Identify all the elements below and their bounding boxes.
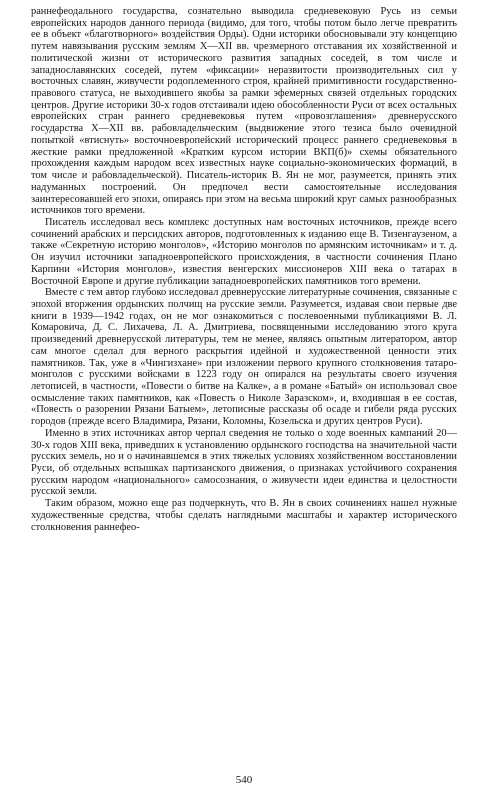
paragraph-4: Именно в этих источниках автор черпал сведения не только о ходе военных кампаний 20—30-х годов XIII века, приведших к установлению ордынского господства на значительной части русских земель, но и о начинавшемся в этих тяжелых условиях хозяйственном восстановлении Руси, об отдельных вспышках партизанского движения, о признаках устойчивого сохранения русским народом «национального» самосознания, о живучести идеи единства и целостности русской земли. [31,427,457,498]
paragraph-3: Вместе с тем автор глубоко исследовал древнерусские литературные сочинения, связанные с эпохой вторжения ордынских полчищ на русские земли. Разумеется, издавая свои первые две книги в 1939—1942 годах, он не мог ознакомиться с послевоенными публикациями В. Л. Комаровича, Д. С. Лихачева, Л. А. Дмитриева, посвященными исследованию этого круга произведений древнерусской литературы, тем не менее, являясь опытным литератором, автор сам многое сделал для верного раскрытия идейной и художественной ценности этих памятников. Так, уже в «Чингизхане» при изложении первого крупного столкновения татаро-монголов с русскими войсками в 1223 году он опирался на результаты своего изучения летописей, в частности, «Повести о битве на Калке», а в романе «Батый» он использовал свое осмысление таких памятников, как «Повесть о Николе Заразском», и, входившая в ее состав, «Повесть о разорении Рязани Батыем», летописные рассказы об осаде и гибели ряда русских городов (прежде всего Владимира, Рязани, Коломны, Козельска и других центров Руси). [31,287,457,428]
page-number: 540 [235,774,253,786]
paragraph-5: Таким образом, можно еще раз подчеркнуть, что В. Ян в своих сочинениях нашел нужные художественные средства, чтобы сделать наглядными масштабы и характер исторического столкновения раннефео- [31,498,457,533]
paragraph-1: раннефеодального государства, сознательно выводила средневековую Русь из семьи европейских народов данного периода (видимо, для того, чтобы потом было легче превратить ее в объект «благотворного» воздействия Орды). Одни историки обосновывали эту концепцию путем навязывания русским землям X—XII вв. чрезмерного отставания их хозяйственной и политической жизни от исторического развития западных соседей, в том числе и западнославянских соседей, путем «фиксации» неразвитости производительных сил у восточных славян, живучести родоплеменного строя, крайней примитивности государственно-правового статуса, не выходившего якобы за рамки эфемерных связей отдельных городских центров. Другие историки 30-х годов отстаивали идею обособленности Руси от всех остальных европейских стран раннего средневековья путем «провозглашения» древнерусского государства X—XII вв. рабовладельческим (выдвижение этого тезиса было очевидной попыткой «втиснуть» восточноевропейский исторический процесс раннего средневековья в жесткие рамки предложенной «Кратким курсом истории ВКП(б)» схемы обязательного прохождения каждым народом всех известных науке социально-экономических формаций, в том числе и рабовладельческой). Писатель-историк В. Ян не мог, разумеется, принять этих надуманных построений. Он предпочел вести самостоятельные исследования заинтересовавшей его эпохи, опираясь при этом на весьма широкий круг самых разнообразных источников того времени. [31,6,457,217]
paragraph-2: Писатель исследовал весь комплекс доступных нам восточных источников, прежде всего сочинений арабских и персидских авторов, подготовленных к изданию еще В. Тизенгаузеном, а также «Секретную историю монголов», «Историю монголов по армянским источникам» и т. д. Он изучил источники западноевропейского происхождения, в частности сочинения Плано Карпини «История монголов», известия венгерских миссионеров XIII века о татарах в Восточной Европе и другие публикации западноевропейских памятников того времени. [31,216,457,287]
